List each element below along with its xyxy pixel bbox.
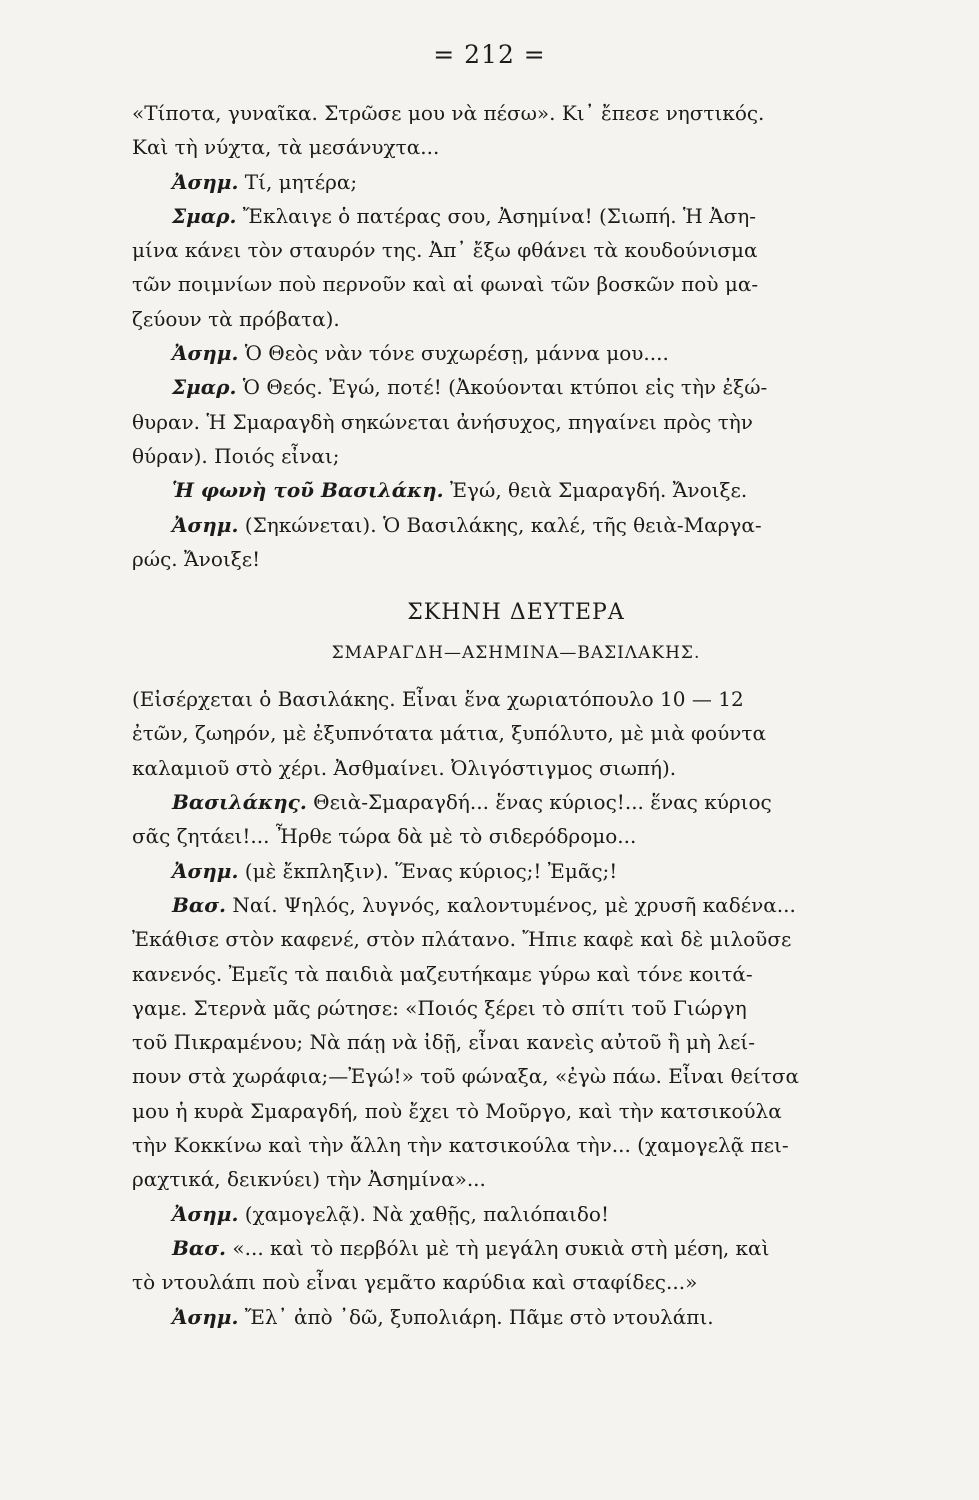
text-line bbox=[132, 302, 900, 336]
line-text: καλαμιοῦ στὸ χέρι. Ἀσθμαίνει. Ὀλιγόστιγμος σιωπή). bbox=[132, 755, 677, 780]
text-line bbox=[132, 267, 900, 301]
line-text: τοῦ Πικραμένου; Νὰ πάῃ νὰ ἰδῇ, εἶναι κανεὶς αὐτοῦ ἢ μὴ λεί- bbox=[132, 1030, 756, 1055]
text-line bbox=[132, 370, 900, 404]
speaker-name: Ἀσημ. bbox=[172, 1201, 239, 1226]
text-line bbox=[132, 1025, 900, 1059]
line-text: μίνα κάνει τὸν σταυρόν της. Ἀπ᾿ ἔξω φθάνει τὰ κουδούνισμα bbox=[132, 238, 758, 263]
line-text: Ὁ Θεός. Ἐγώ, ποτέ! (Ἀκούονται κτύποι εἰς τὴν ἐξώ- bbox=[236, 375, 768, 400]
text-line bbox=[132, 957, 900, 991]
line-text: γαμε. Στερνὰ μᾶς ρώτησε: «Ποιός ξέρει τὸ σπίτι τοῦ Γιώργη bbox=[132, 995, 747, 1020]
scene-characters: ΣΜΑΡΑΓΔΗ—ΑΣΗΜΙΝΑ—ΒΑΣΙΛΑΚΗΣ. bbox=[331, 643, 701, 664]
text-line bbox=[132, 854, 900, 888]
lines-after bbox=[132, 682, 900, 1334]
page-number: = 212 = bbox=[433, 40, 546, 69]
speaker-name: Ἡ φωνὴ τοῦ Βασιλάκη. bbox=[172, 478, 444, 503]
line-text: «Τίποτα, γυναῖκα. Στρῶσε μου νὰ πέσω». Κι᾿ ἔπεσε νηστικός. bbox=[132, 101, 765, 125]
line-text: ρώς. Ἄνοιξε! bbox=[132, 546, 261, 571]
speaker-name: Σμαρ. bbox=[172, 203, 237, 228]
text-line bbox=[132, 819, 900, 853]
speaker-name: Ἀσημ. bbox=[172, 169, 239, 194]
line-text: τὸ ντουλάπι ποὺ εἶναι γεμᾶτο καρύδια καὶ σταφίδες...» bbox=[132, 1270, 698, 1295]
line-text: «... καὶ τὸ περβόλι μὲ τὴ μεγάλη συκιὰ στὴ μέση, καὶ bbox=[226, 1235, 770, 1260]
speaker-name: Ἀσημ. bbox=[172, 341, 239, 366]
text-line bbox=[132, 1197, 900, 1231]
speaker-name: Ἀσημ. bbox=[172, 858, 239, 883]
line-text: θυραν. Ἡ Σμαραγδὴ σηκώνεται ἀνήσυχος, πηγαίνει πρὸς τὴν bbox=[132, 409, 753, 434]
line-text: (Εἰσέρχεται ὁ Βασιλάκης. Εἶναι ἕνα χωριατόπουλο 10 — 12 bbox=[132, 687, 744, 712]
text-line bbox=[132, 1231, 900, 1265]
line-text: Ναί. Ψηλός, λυγνός, καλοντυμένος, μὲ χρυσῆ καδένα... bbox=[226, 892, 796, 917]
text-line bbox=[132, 473, 900, 507]
text-line bbox=[132, 439, 900, 473]
speaker-name: Βασ. bbox=[172, 1235, 227, 1260]
line-text: (μὲ ἔκπληξιν). Ἕνας κύριος;! Ἐμᾶς;! bbox=[238, 858, 618, 883]
line-text: Ἐκάθισε στὸν καφενέ, στὸν πλάτανο. Ἤπιε καφὲ καὶ δὲ μιλοῦσε bbox=[132, 927, 792, 952]
line-text: Ἔλ᾿ ἀπὸ ᾿δῶ, ξυπολιάρη. Πᾶμε στὸ ντουλάπι. bbox=[238, 1304, 714, 1329]
line-text: τῶν ποιμνίων ποὺ περνοῦν καὶ αἱ φωναὶ τῶν βοσκῶν ποὺ μα- bbox=[132, 272, 759, 297]
text-line bbox=[132, 1265, 900, 1299]
line-text: σᾶς ζητάει!... Ἦρθε τώρα δὰ μὲ τὸ σιδερόδρομο... bbox=[132, 824, 637, 849]
line-text: Ἔκλαιγε ὁ πατέρας σου, Ἀσημίνα! (Σιωπή. Ἡ Ἀση- bbox=[236, 203, 756, 228]
text-line bbox=[132, 199, 900, 233]
text-line bbox=[132, 1059, 900, 1093]
text-line bbox=[132, 508, 900, 542]
text-line bbox=[132, 1128, 900, 1162]
text-line bbox=[132, 888, 900, 922]
line-text: ζεύουν τὰ πρόβατα). bbox=[132, 306, 340, 331]
text-line bbox=[132, 785, 900, 819]
speaker-name: Βασ. bbox=[172, 892, 227, 917]
text-line bbox=[132, 922, 900, 956]
text-line bbox=[132, 96, 900, 130]
text-line bbox=[132, 165, 900, 199]
speaker-name: Βασιλάκης. bbox=[172, 790, 307, 815]
line-text: πουν στὰ χωράφια;—Ἐγώ!» τοῦ φώναξα, «ἐγὼ πάω. Εἶναι θείτσα bbox=[132, 1064, 800, 1089]
lines-before bbox=[132, 96, 900, 576]
line-text: τὴν Κοκκίνω καὶ τὴν ἄλλη τὴν κατσικούλα τὴν... (χαμογελᾷ πει- bbox=[132, 1133, 789, 1158]
text-line bbox=[132, 751, 900, 785]
speaker-name: Σμαρ. bbox=[172, 375, 237, 400]
text-line bbox=[132, 1300, 900, 1334]
text-line bbox=[132, 1162, 900, 1196]
line-text: ἐτῶν, ζωηρόν, μὲ ἐξυπνότατα μάτια, ξυπόλυτο, μὲ μιὰ φούντα bbox=[132, 721, 766, 746]
line-text: θύραν). Ποιός εἶναι; bbox=[132, 443, 340, 468]
line-text: Ἐγώ, θειὰ Σμαραγδή. Ἄνοιξε. bbox=[443, 478, 748, 503]
text-line bbox=[132, 130, 900, 164]
line-text: μου ἡ κυρὰ Σμαραγδή, ποὺ ἔχει τὸ Μοῦργο, καὶ τὴν κατσικούλα bbox=[132, 1098, 782, 1123]
line-text: (Σηκώνεται). Ὁ Βασιλάκης, καλέ, τῆς θειὰ-Μαργα- bbox=[238, 512, 762, 537]
line-text: Θειὰ-Σμαραγδή... ἕνας κύριος!... ἕνας κύριος bbox=[306, 790, 772, 815]
text-line bbox=[132, 1094, 900, 1128]
line-text: (χαμογελᾷ). Νὰ χαθῇς, παλιόπαιδο! bbox=[238, 1201, 609, 1226]
line-text: ραχτικά, δεικνύει) τὴν Ἀσημίνα»... bbox=[132, 1167, 486, 1192]
line-text: Τί, μητέρα; bbox=[238, 169, 358, 194]
line-text: κανενός. Ἐμεῖς τὰ παιδιὰ μαζευτήκαμε γύρω καὶ τόνε κοιτά- bbox=[132, 961, 753, 986]
line-text: Ὁ Θεὸς νὰν τόνε συχωρέσῃ, μάννα μου.... bbox=[238, 341, 669, 366]
speaker-name: Ἀσημ. bbox=[172, 512, 239, 537]
text-line bbox=[132, 991, 900, 1025]
text-line bbox=[132, 405, 900, 439]
line-text: Καὶ τὴ νύχτα, τὰ μεσάνυχτα... bbox=[132, 135, 440, 160]
text-line bbox=[132, 682, 900, 716]
text-line bbox=[132, 233, 900, 267]
text-block bbox=[132, 96, 900, 1334]
scene-title: ΣΚΗΝΗ ΔΕΥΤΕΡΑ bbox=[407, 600, 625, 626]
text-line bbox=[132, 336, 900, 370]
text-line bbox=[132, 716, 900, 750]
text-line bbox=[132, 542, 900, 576]
speaker-name: Ἀσημ. bbox=[172, 1304, 239, 1329]
